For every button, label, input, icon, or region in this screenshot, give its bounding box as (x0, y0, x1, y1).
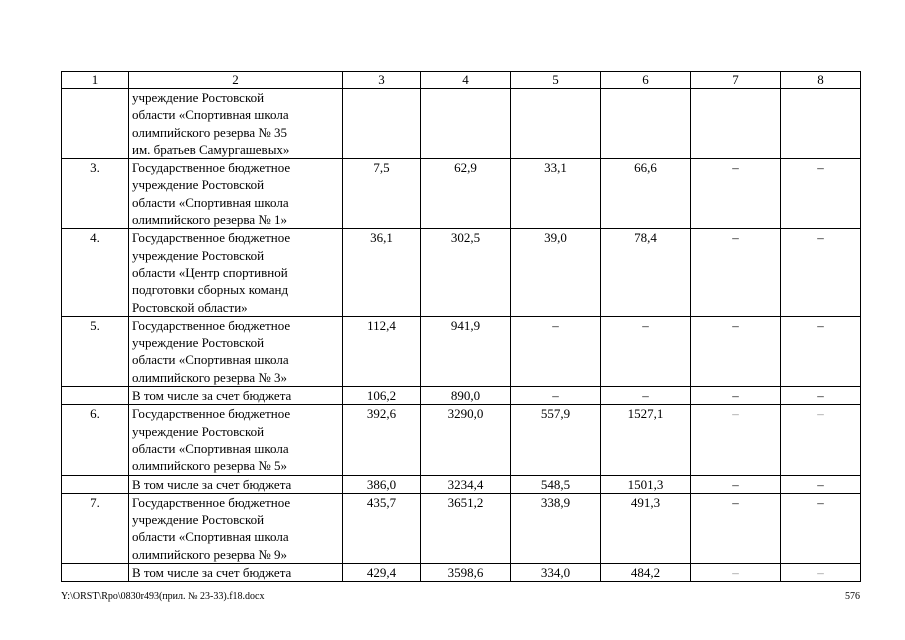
value-cell-c8: – (781, 405, 861, 475)
name-line: В том числе за счет бюджета (132, 565, 292, 581)
table-row (62, 405, 861, 475)
row-number: 3. (62, 159, 129, 229)
value-cell-c6 (601, 89, 691, 159)
value-cell-c7 (691, 89, 781, 159)
value-cell-c8: – (781, 159, 861, 229)
name-line: учреждение Ростовской (132, 247, 265, 263)
header-cell: 6 (601, 72, 691, 89)
name-line: учреждение Ростовской (132, 177, 265, 193)
value-cell-c8: – (781, 475, 861, 493)
institution-name (129, 475, 343, 493)
table-row (62, 387, 861, 405)
header-cell: 5 (511, 72, 601, 89)
institution-name (129, 405, 343, 475)
value-cell-c6: 66,6 (601, 159, 691, 229)
row-number (62, 387, 129, 405)
value-cell-c6: 491,3 (601, 493, 691, 563)
value-cell-c3: 36,1 (343, 229, 421, 316)
name-line: учреждение Ростовской (132, 335, 265, 351)
value-cell-c3: 7,5 (343, 159, 421, 229)
value-cell-c4: 62,9 (421, 159, 511, 229)
institution-name (129, 564, 343, 582)
value-cell-c4 (421, 89, 511, 159)
file-path: Y:\ORST\Rpo\0830r493(прил. № 23-33).f18.docx (61, 591, 265, 602)
value-cell-c8 (781, 89, 861, 159)
value-cell-c7: – (691, 493, 781, 563)
name-line: В том числе за счет бюджета (132, 476, 292, 492)
table-row (62, 493, 861, 563)
value-cell-c3: 106,2 (343, 387, 421, 405)
name-line: области «Спортивная школа (132, 107, 289, 123)
table-row (62, 159, 861, 229)
name-line: В том числе за счет бюджета (132, 388, 292, 404)
name-line: олимпийского резерва № 1» (132, 212, 288, 228)
value-cell-c7: – (691, 229, 781, 316)
table-row (62, 229, 861, 316)
header-cell: 1 (62, 72, 129, 89)
value-cell-c4: 3234,4 (421, 475, 511, 493)
value-cell-c8: – (781, 316, 861, 386)
value-cell-c5: 338,9 (511, 493, 601, 563)
value-cell-c7: – (691, 564, 781, 582)
value-cell-c3: 435,7 (343, 493, 421, 563)
row-number (62, 89, 129, 159)
name-line: учреждение Ростовской (132, 90, 265, 105)
row-number: 7. (62, 493, 129, 563)
value-cell-c5: 33,1 (511, 159, 601, 229)
table-row (62, 475, 861, 493)
name-line: олимпийского резерва № 5» (132, 458, 288, 474)
value-cell-c3 (343, 89, 421, 159)
value-cell-c7: – (691, 159, 781, 229)
value-cell-c3: 392,6 (343, 405, 421, 475)
value-cell-c7: – (691, 405, 781, 475)
name-line: Ростовской области» (132, 299, 248, 315)
header-cell: 3 (343, 72, 421, 89)
row-number (62, 475, 129, 493)
name-line: олимпийского резерва № 3» (132, 369, 288, 385)
header-cell: 8 (781, 72, 861, 89)
name-line: области «Спортивная школа (132, 194, 289, 210)
value-cell-c5: – (511, 316, 601, 386)
row-number (62, 564, 129, 582)
data-table (61, 71, 861, 582)
name-line: Государственное бюджетное (132, 494, 291, 510)
institution-name (129, 316, 343, 386)
institution-name (129, 229, 343, 316)
row-number: 5. (62, 316, 129, 386)
value-cell-c3: 112,4 (343, 316, 421, 386)
header-row (62, 72, 861, 89)
value-cell-c5: – (511, 387, 601, 405)
value-cell-c6: 78,4 (601, 229, 691, 316)
value-cell-c4: 941,9 (421, 316, 511, 386)
name-line: учреждение Ростовской (132, 423, 265, 439)
name-line: Государственное бюджетное (132, 160, 291, 176)
institution-name (129, 493, 343, 563)
institution-name (129, 387, 343, 405)
name-line: Государственное бюджетное (132, 317, 291, 333)
value-cell-c7: – (691, 475, 781, 493)
value-cell-c8: – (781, 564, 861, 582)
value-cell-c4: 302,5 (421, 229, 511, 316)
value-cell-c5 (511, 89, 601, 159)
table-row (62, 316, 861, 386)
name-line: Государственное бюджетное (132, 406, 291, 422)
header-cell: 7 (691, 72, 781, 89)
name-line: области «Спортивная школа (132, 440, 289, 456)
page-number: 576 (845, 591, 860, 602)
value-cell-c4: 3598,6 (421, 564, 511, 582)
header-cell: 2 (129, 72, 343, 89)
institution-name (129, 159, 343, 229)
name-line: учреждение Ростовской (132, 512, 265, 528)
name-line: им. братьев Самургашевых» (132, 141, 290, 157)
value-cell-c6: 1527,1 (601, 405, 691, 475)
value-cell-c5: 39,0 (511, 229, 601, 316)
name-line: области «Спортивная школа (132, 352, 289, 368)
row-number: 6. (62, 405, 129, 475)
header-cell: 4 (421, 72, 511, 89)
value-cell-c5: 334,0 (511, 564, 601, 582)
table-row (62, 89, 861, 159)
value-cell-c4: 3651,2 (421, 493, 511, 563)
value-cell-c6: 484,2 (601, 564, 691, 582)
value-cell-c7: – (691, 316, 781, 386)
name-line: подготовки сборных команд (132, 282, 289, 298)
value-cell-c4: 890,0 (421, 387, 511, 405)
value-cell-c8: – (781, 229, 861, 316)
name-line: Государственное бюджетное (132, 230, 291, 246)
value-cell-c4: 3290,0 (421, 405, 511, 475)
value-cell-c3: 429,4 (343, 564, 421, 582)
value-cell-c6: – (601, 387, 691, 405)
institution-name (129, 89, 343, 159)
name-line: области «Центр спортивной (132, 264, 288, 280)
value-cell-c5: 557,9 (511, 405, 601, 475)
row-number: 4. (62, 229, 129, 316)
table-row (62, 564, 861, 582)
value-cell-c7: – (691, 387, 781, 405)
value-cell-c6: – (601, 316, 691, 386)
name-line: олимпийского резерва № 9» (132, 546, 288, 562)
name-line: олимпийского резерва № 35 (132, 124, 288, 140)
value-cell-c8: – (781, 387, 861, 405)
value-cell-c5: 548,5 (511, 475, 601, 493)
value-cell-c3: 386,0 (343, 475, 421, 493)
name-line: области «Спортивная школа (132, 529, 289, 545)
value-cell-c8: – (781, 493, 861, 563)
value-cell-c6: 1501,3 (601, 475, 691, 493)
